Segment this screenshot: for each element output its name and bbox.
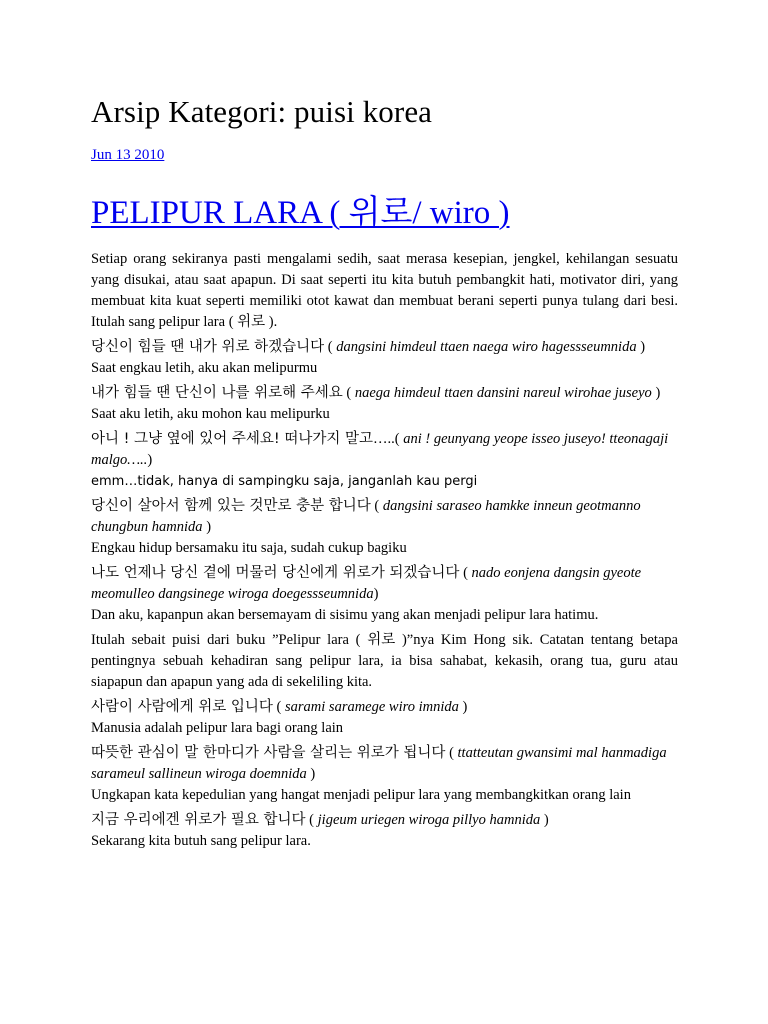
verse-line-5: 나도 언제나 당신 곁에 머물러 당신에게 위로가 되겠습니다 ( nado eonjena dangsin gyeote meomulleo dangsinege wiroga doegessseumnida) xyxy=(91,565,642,602)
romanization: dangsini saraseo hamkke inneun geotmanno chungbun hamnida xyxy=(91,498,641,535)
translation-line: Saat aku letih, aku mohon kau melipurku xyxy=(91,406,330,422)
post-date-link[interactable]: Jun 13 2010 xyxy=(91,147,165,163)
verse-line-1: 당신이 힘들 땐 내가 위로 하겠습니다 ( dangsini himdeul ttaen naega wiro hagessseumnida ) xyxy=(91,339,646,355)
korean-text: 당신이 살아서 함께 있는 것만로 충분 합니다 xyxy=(91,498,371,514)
verse-line-4: 당신이 살아서 함께 있는 것만로 충분 합니다 ( dangsini saraseo hamkke inneun geotmanno chungbun hamnida ) xyxy=(91,498,641,535)
middle-paragraph: Itulah sebait puisi dari buku ”Pelipur lara ( 위로 )”nya Kim Hong sik. Catatan tentang betapa pentingnya sebuah kehadiran sang pelipur lara, ia bisa sahabat, kekasih, orang tua, guru atau siapapun dan apapun yang ada di sekeliling kita. xyxy=(91,632,678,690)
verse-line-8: 지금 우리에겐 위로가 필요 합니다 ( jigeum uriegen wiroga pillyo hamnida ) xyxy=(91,812,549,828)
korean-text: 내가 힘들 땐 단신이 나를 위로해 주세요 xyxy=(91,385,343,401)
post-title-link[interactable]: PELIPUR LARA ( 위로/ wiro ) xyxy=(91,195,510,231)
romanization: nado eonjena dangsin gyeote meomulleo dangsinege wiroga doegessseumnida xyxy=(91,565,642,602)
translation-line: Ungkapan kata kepedulian yang hangat menjadi pelipur lara yang membangkitkan orang lain xyxy=(91,787,631,803)
romanization: ani ! geunyang yeope isseo juseyo! tteonagaji malgo xyxy=(91,431,669,468)
translation-line: Engkau hidup bersamaku itu saja, sudah cukup bagiku xyxy=(91,540,407,556)
korean-text: 아니 ! 그냥 옆에 있어 주세요! 떠나가지 말고 xyxy=(91,431,374,447)
translation-line: emm…tidak, hanya di sampingku saja, janganlah kau pergi xyxy=(91,474,478,489)
korean-text: 당신이 힘들 땐 내가 위로 하겠습니다 xyxy=(91,339,325,355)
korean-text: 지금 우리에겐 위로가 필요 합니다 xyxy=(91,812,306,828)
korean-text: 사람이 사람에게 위로 입니다 xyxy=(91,699,273,715)
romanization: jigeum uriegen wiroga pillyo hamnida xyxy=(317,812,541,828)
translation-line: Manusia adalah pelipur lara bagi orang lain xyxy=(91,720,344,736)
korean-text: 따뜻한 관심이 말 한마디가 사람을 살리는 위로가 됩니다 xyxy=(91,745,446,761)
verse-line-7: 따뜻한 관심이 말 한마디가 사람을 살리는 위로가 됩니다 ( ttatteutan gwansimi mal hanmadiga sarameul sallineun wiroga doemnida ) xyxy=(91,745,667,782)
intro-paragraph: Setiap orang sekiranya pasti mengalami sedih, saat merasa kesepian, jengkel, kehilangan sesuatu yang disukai, atau saat apapun. Di saat seperti itu kita butuh pembangkit hati, motivator diri, yang membuat kita kuat seperti memiliki otot kawat dan membuat berani seperti punya tulang dari besi. Itulah sang pelipur lara ( 위로 ). xyxy=(91,251,678,330)
verse-line-6: 사람이 사람에게 위로 입니다 ( sarami saramege wiro imnida ) xyxy=(91,699,468,715)
verse-line-2: 내가 힘들 땐 단신이 나를 위로해 주세요 ( naega himdeul ttaen dansini nareul wirohae juseyo ) xyxy=(91,385,661,401)
romanization: sarami saramege wiro imnida xyxy=(285,699,459,715)
archive-title: Arsip Kategori: puisi korea xyxy=(91,94,433,129)
romanization: naega himdeul ttaen dansini nareul wirohae juseyo xyxy=(354,385,652,401)
translation-line: Dan aku, kapanpun akan bersemayam di sisimu yang akan menjadi pelipur lara hatimu. xyxy=(91,607,599,623)
translation-line: Saat engkau letih, aku akan melipurmu xyxy=(91,360,318,376)
romanization: dangsini himdeul ttaen naega wiro hagessseumnida xyxy=(336,339,637,355)
translation-line: Sekarang kita butuh sang pelipur lara. xyxy=(91,833,311,849)
post-content xyxy=(91,249,678,852)
korean-text: 나도 언제나 당신 곁에 머물러 당신에게 위로가 되겠습니다 xyxy=(91,565,460,581)
romanization: ttatteutan gwansimi mal hanmadiga sarameul sallineun wiroga doemnida xyxy=(91,745,667,782)
verse-line-3: 아니 ! 그냥 옆에 있어 주세요! 떠나가지 말고…..( ani ! geunyang yeope isseo juseyo! tteonagaji malgo…..) xyxy=(91,431,669,468)
